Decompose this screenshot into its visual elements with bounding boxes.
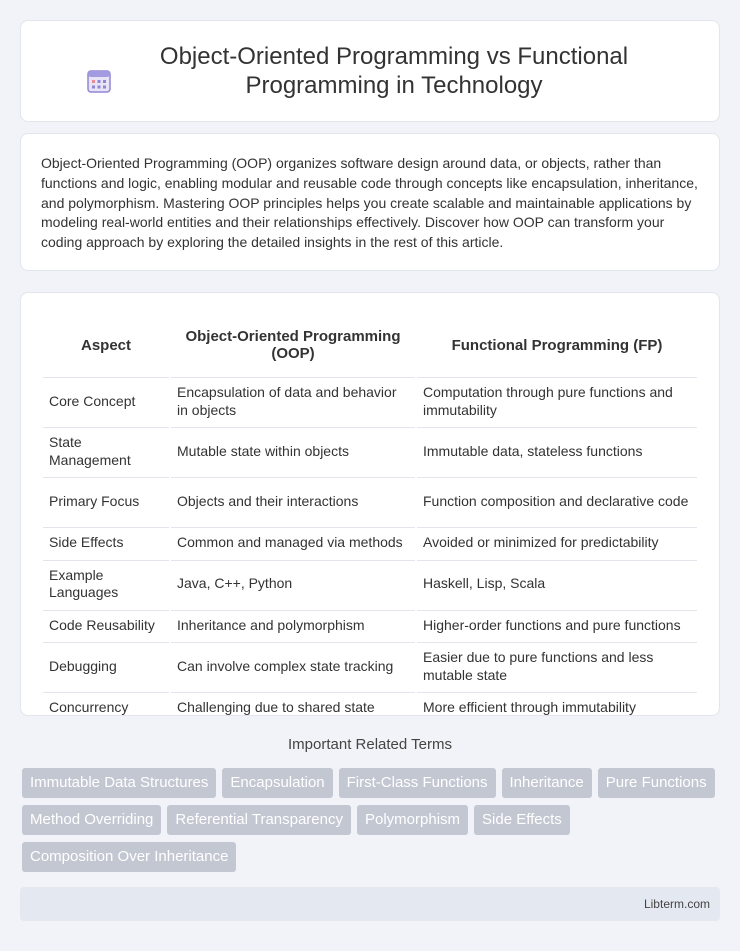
related-term-tag[interactable]: First-Class Functions	[339, 768, 496, 798]
related-terms-heading: Important Related Terms	[288, 736, 452, 753]
related-term-tag[interactable]: Method Overriding	[22, 805, 161, 835]
row-fp: Computation through pure functions and immutability	[417, 377, 697, 425]
row-oop: Mutable state within objects	[171, 427, 415, 475]
row-aspect: Side Effects	[43, 527, 169, 558]
intro-paragraph: Object-Oriented Programming (OOP) organizes software design around data, or objects, rather than functions and logic, enabling modular and reusable code through concepts like encapsulation, inheritance, and polymorphism. Mastering OOP principles helps you create scalable and maintainable applications by modeling real-world entities and their relationships effectively. Discover how OOP can transform your coding approach by exploring the detailed insights in the rest of this article.	[41, 155, 698, 251]
row-aspect: Primary Focus	[43, 477, 169, 525]
table-header-row	[43, 315, 697, 375]
page-title: Object-Oriented Programming vs Functional Programming in Technology	[159, 43, 629, 99]
related-terms-list	[22, 768, 722, 872]
row-oop: Encapsulation of data and behavior in objects	[171, 377, 415, 425]
table-row	[43, 642, 697, 690]
table-row	[43, 427, 697, 475]
table-row	[43, 377, 697, 425]
related-term-tag[interactable]: Encapsulation	[222, 768, 332, 798]
footer	[20, 887, 720, 921]
row-aspect: Code Reusability	[43, 610, 169, 641]
row-fp: Haskell, Lisp, Scala	[417, 560, 697, 608]
row-fp: Immutable data, stateless functions	[417, 427, 697, 475]
row-fp: Avoided or minimized for predictability	[417, 527, 697, 558]
footer-site-link[interactable]: Libterm.com	[643, 897, 710, 911]
related-term-tag[interactable]: Pure Functions	[598, 768, 715, 798]
header-oop: Object-Oriented Programming (OOP)	[185, 328, 401, 362]
row-fp: Higher-order functions and pure functions	[417, 610, 697, 641]
related-term-tag[interactable]: Polymorphism	[357, 805, 468, 835]
row-fp: Function composition and declarative code	[417, 477, 697, 525]
comparison-card	[20, 292, 720, 716]
related-term-tag[interactable]: Referential Transparency	[167, 805, 351, 835]
row-aspect: Example Languages	[43, 560, 169, 608]
header-fp: Functional Programming (FP)	[451, 336, 663, 354]
row-aspect: Core Concept	[43, 377, 169, 425]
row-fp: Easier due to pure functions and less mutable state	[417, 642, 697, 690]
row-oop: Common and managed via methods	[171, 527, 415, 558]
related-term-tag[interactable]: Side Effects	[474, 805, 570, 835]
row-fp: More efficient through immutability	[417, 692, 697, 723]
table-row	[43, 477, 697, 525]
table-row	[43, 692, 697, 723]
row-oop: Java, C++, Python	[171, 560, 415, 608]
row-oop: Can involve complex state tracking	[171, 642, 415, 690]
row-oop: Challenging due to shared state	[171, 692, 415, 723]
related-term-tag[interactable]: Immutable Data Structures	[22, 768, 216, 798]
comparison-table	[41, 313, 699, 725]
row-aspect: Debugging	[43, 642, 169, 690]
row-oop: Objects and their interactions	[171, 477, 415, 525]
related-term-tag[interactable]: Composition Over Inheritance	[22, 842, 236, 872]
title-card	[20, 20, 720, 122]
table-row	[43, 527, 697, 558]
calendar-grid-icon	[86, 68, 112, 94]
row-aspect: State Management	[43, 427, 169, 475]
row-oop: Inheritance and polymorphism	[171, 610, 415, 641]
table-row	[43, 610, 697, 641]
row-aspect: Concurrency	[43, 692, 169, 723]
intro-card	[20, 133, 720, 271]
related-term-tag[interactable]: Inheritance	[502, 768, 592, 798]
header-aspect: Aspect	[80, 336, 132, 354]
table-row	[43, 560, 697, 608]
